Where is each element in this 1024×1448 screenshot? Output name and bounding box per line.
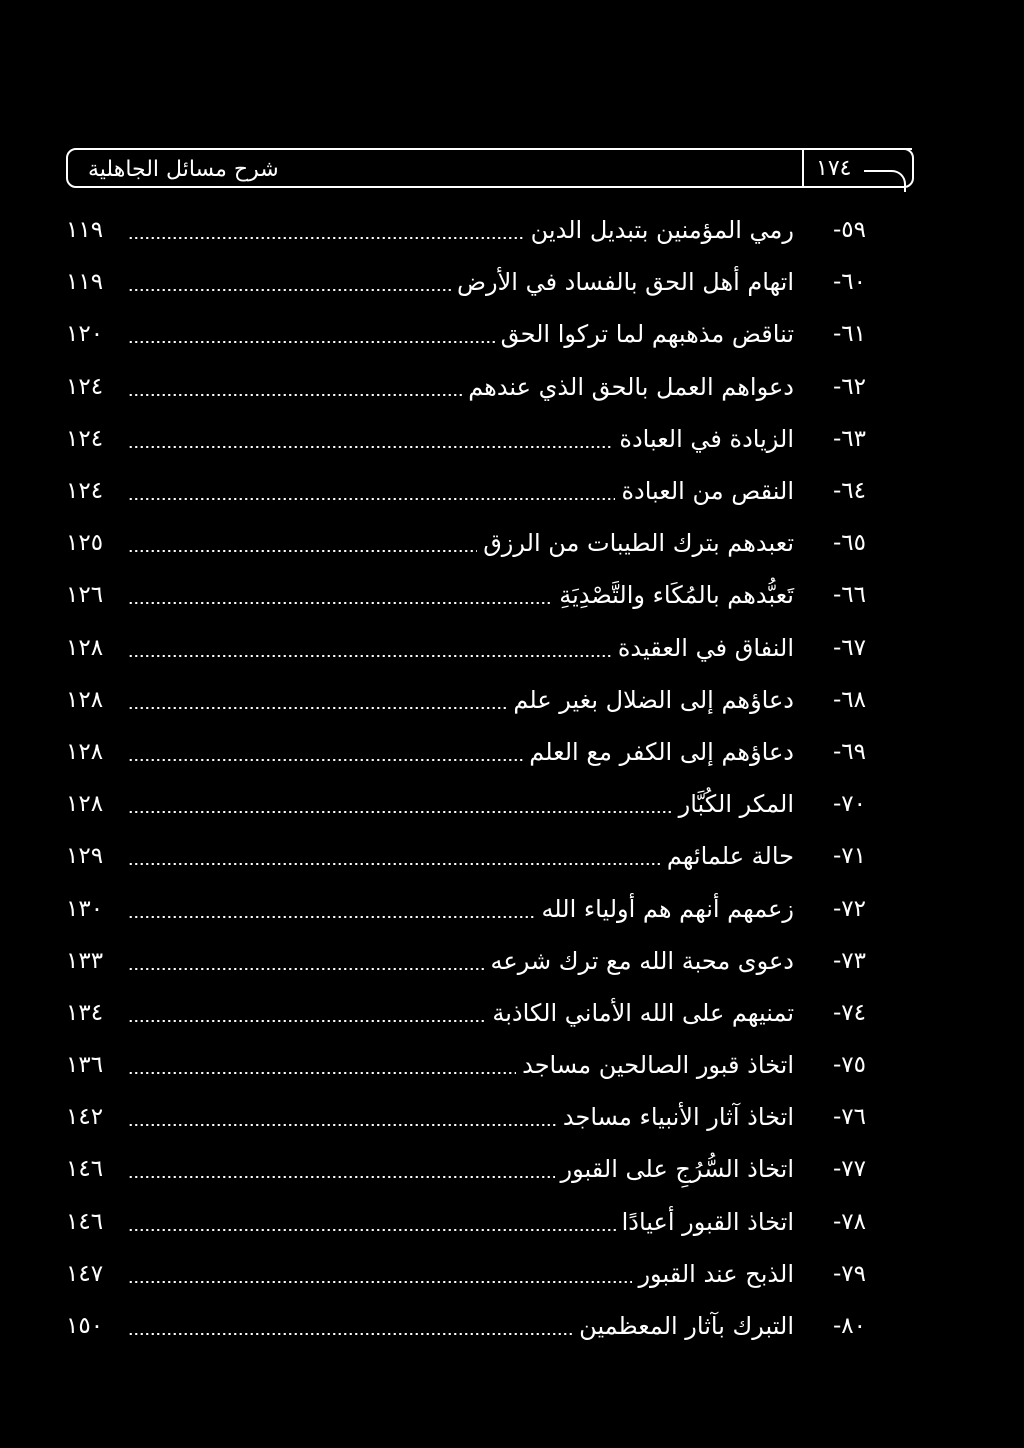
toc-entry-number: ٧٨-	[832, 1208, 866, 1235]
toc-entry	[66, 204, 866, 256]
toc-entry-number: ٧١-	[832, 843, 866, 870]
toc-entry-page: ١٣٣	[66, 947, 104, 974]
dot-leader	[128, 968, 485, 970]
toc-entry	[66, 1039, 866, 1091]
dot-leader	[128, 707, 507, 709]
toc-entry-title: اتخاذ القبور أعيادًا	[621, 1207, 794, 1236]
toc-entry-title: زعمهم أنهم هم أولياء الله	[541, 894, 794, 923]
dot-leader	[128, 550, 477, 552]
dot-leader	[128, 394, 462, 396]
toc-entry-page: ١٢٠	[66, 321, 104, 348]
toc-entry-page: ١٤٦	[66, 1156, 104, 1183]
toc-entry-page: ١٤٧	[66, 1260, 104, 1287]
toc-entry-page: ١٢٤	[66, 373, 104, 400]
dot-leader	[128, 1124, 557, 1126]
toc-entry-page: ١٢٥	[66, 530, 104, 557]
toc-entry-title: دعوى محبة الله مع ترك شرعه	[490, 946, 794, 975]
toc-entry-number: ٦٩-	[832, 738, 866, 765]
toc-entry	[66, 622, 866, 674]
toc-entry-page: ١٣٠	[66, 895, 104, 922]
toc-entry	[66, 778, 866, 830]
toc-entry	[66, 1196, 866, 1248]
dot-leader	[128, 655, 612, 657]
toc-entry-number: ٧٦-	[832, 1104, 866, 1131]
dot-leader	[128, 602, 553, 604]
toc-entry	[66, 465, 866, 517]
toc-entry-title: دعاؤهم إلى الضلال بغير علم	[513, 685, 794, 714]
toc-entry	[66, 256, 866, 308]
dot-leader	[128, 1072, 516, 1074]
toc-entry	[66, 1300, 866, 1352]
toc-entry	[66, 674, 866, 726]
table-of-contents	[66, 204, 866, 1384]
toc-entry	[66, 830, 866, 882]
toc-entry-number: ٧٣-	[832, 947, 866, 974]
toc-entry-number: ٦٢-	[832, 373, 866, 400]
toc-entry	[66, 569, 866, 621]
toc-entry-title: رمي المؤمنين بتبديل الدين	[530, 216, 794, 245]
dot-leader	[128, 1229, 616, 1231]
toc-entry-number: ٦٣-	[832, 425, 866, 452]
toc-entry-number: ٧٠-	[832, 791, 866, 818]
toc-entry	[66, 882, 866, 934]
toc-entry-number: ٦٦-	[832, 582, 866, 609]
dot-leader	[128, 759, 523, 761]
toc-entry-page: ١١٩	[66, 269, 104, 296]
dot-leader	[128, 446, 613, 448]
toc-entry-title: اتهام أهل الحق بالفساد في الأرض	[456, 268, 794, 297]
toc-entry-number: ٦٥-	[832, 530, 866, 557]
running-header	[66, 148, 914, 188]
toc-entry-number: ٦٨-	[832, 686, 866, 713]
toc-entry-page: ١٢٤	[66, 425, 104, 452]
toc-entry-number: ٥٩-	[832, 217, 866, 244]
tab-curl-ornament	[864, 170, 906, 192]
toc-entry-title: تمنيهم على الله الأماني الكاذبة	[492, 998, 794, 1027]
toc-entry-title: حالة علمائهم	[666, 842, 794, 871]
toc-entry-title: تَعبُّدهم بالمُكَاء والتَّصْدِيَةِ	[559, 581, 794, 610]
dot-leader	[128, 237, 525, 239]
toc-entry-number: ٦٧-	[832, 634, 866, 661]
toc-entry-title: النفاق في العقيدة	[617, 633, 794, 662]
toc-entry-title: الذبح عند القبور	[638, 1259, 794, 1288]
toc-entry-number: ٧٥-	[832, 1052, 866, 1079]
dot-leader	[128, 289, 451, 291]
toc-entry-page: ١٢٨	[66, 738, 104, 765]
page-number-tab	[802, 148, 912, 188]
toc-entry-title: دعواهم العمل بالحق الذي عندهم	[468, 372, 794, 401]
toc-entry	[66, 987, 866, 1039]
toc-entry-number: ٦١-	[832, 321, 866, 348]
toc-entry-number: ٧٤-	[832, 999, 866, 1026]
toc-entry-page: ١١٩	[66, 217, 104, 244]
toc-entry-number: ٧٧-	[832, 1156, 866, 1183]
toc-entry-page: ١٢٨	[66, 634, 104, 661]
toc-entry-number: ٦٠-	[832, 269, 866, 296]
toc-entry-page: ١٤٢	[66, 1104, 104, 1131]
toc-entry	[66, 1091, 866, 1143]
toc-entry-title: النقص من العبادة	[621, 477, 794, 506]
dot-leader	[128, 1281, 632, 1283]
toc-entry-title: اتخاذ السُّرُجِ على القبور	[560, 1155, 794, 1184]
dot-leader	[128, 1333, 573, 1335]
toc-entry-page: ١٢٦	[66, 582, 104, 609]
dot-leader	[128, 341, 495, 343]
toc-entry-title: دعاؤهم إلى الكفر مع العلم	[529, 737, 794, 766]
toc-entry-title: الزيادة في العبادة	[619, 424, 794, 453]
toc-entry-page: ١٤٦	[66, 1208, 104, 1235]
toc-entry-number: ٧٩-	[832, 1260, 866, 1287]
toc-entry-page: ١٢٩	[66, 843, 104, 870]
toc-entry-title: المكر الكُبَّار	[678, 790, 794, 819]
toc-entry-number: ٦٤-	[832, 478, 866, 505]
toc-entry-page: ١٢٤	[66, 478, 104, 505]
toc-entry	[66, 517, 866, 569]
page-number: ١٧٤	[816, 156, 852, 181]
toc-entry-page: ١٣٦	[66, 1052, 104, 1079]
toc-entry-title: تناقض مذهبهم لما تركوا الحق	[500, 320, 794, 349]
toc-entry	[66, 1143, 866, 1195]
toc-entry	[66, 726, 866, 778]
toc-entry-page: ١٥٠	[66, 1313, 104, 1340]
toc-entry-title: اتخاذ آثار الأنبياء مساجد	[562, 1103, 794, 1132]
toc-entry-title: اتخاذ قبور الصالحين مساجد	[522, 1051, 794, 1080]
dot-leader	[128, 811, 673, 813]
toc-entry	[66, 1248, 866, 1300]
toc-entry	[66, 935, 866, 987]
toc-entry-title: التبرك بآثار المعظمين	[579, 1312, 794, 1341]
toc-entry-page: ١٢٨	[66, 686, 104, 713]
toc-entry-page: ١٢٨	[66, 791, 104, 818]
toc-entry-number: ٧٢-	[832, 895, 866, 922]
dot-leader	[128, 498, 615, 500]
toc-entry	[66, 308, 866, 360]
dot-leader	[128, 863, 661, 865]
toc-entry	[66, 413, 866, 465]
running-header-title: شرح مسائل الجاهلية	[88, 157, 279, 182]
toc-entry-title: تعبدهم بترك الطيبات من الرزق	[483, 529, 794, 558]
dot-leader	[128, 1020, 486, 1022]
toc-entry	[66, 361, 866, 413]
toc-entry-number: ٨٠-	[832, 1313, 866, 1340]
dot-leader	[128, 916, 535, 918]
toc-entry-page: ١٣٤	[66, 999, 104, 1026]
dot-leader	[128, 1176, 555, 1178]
